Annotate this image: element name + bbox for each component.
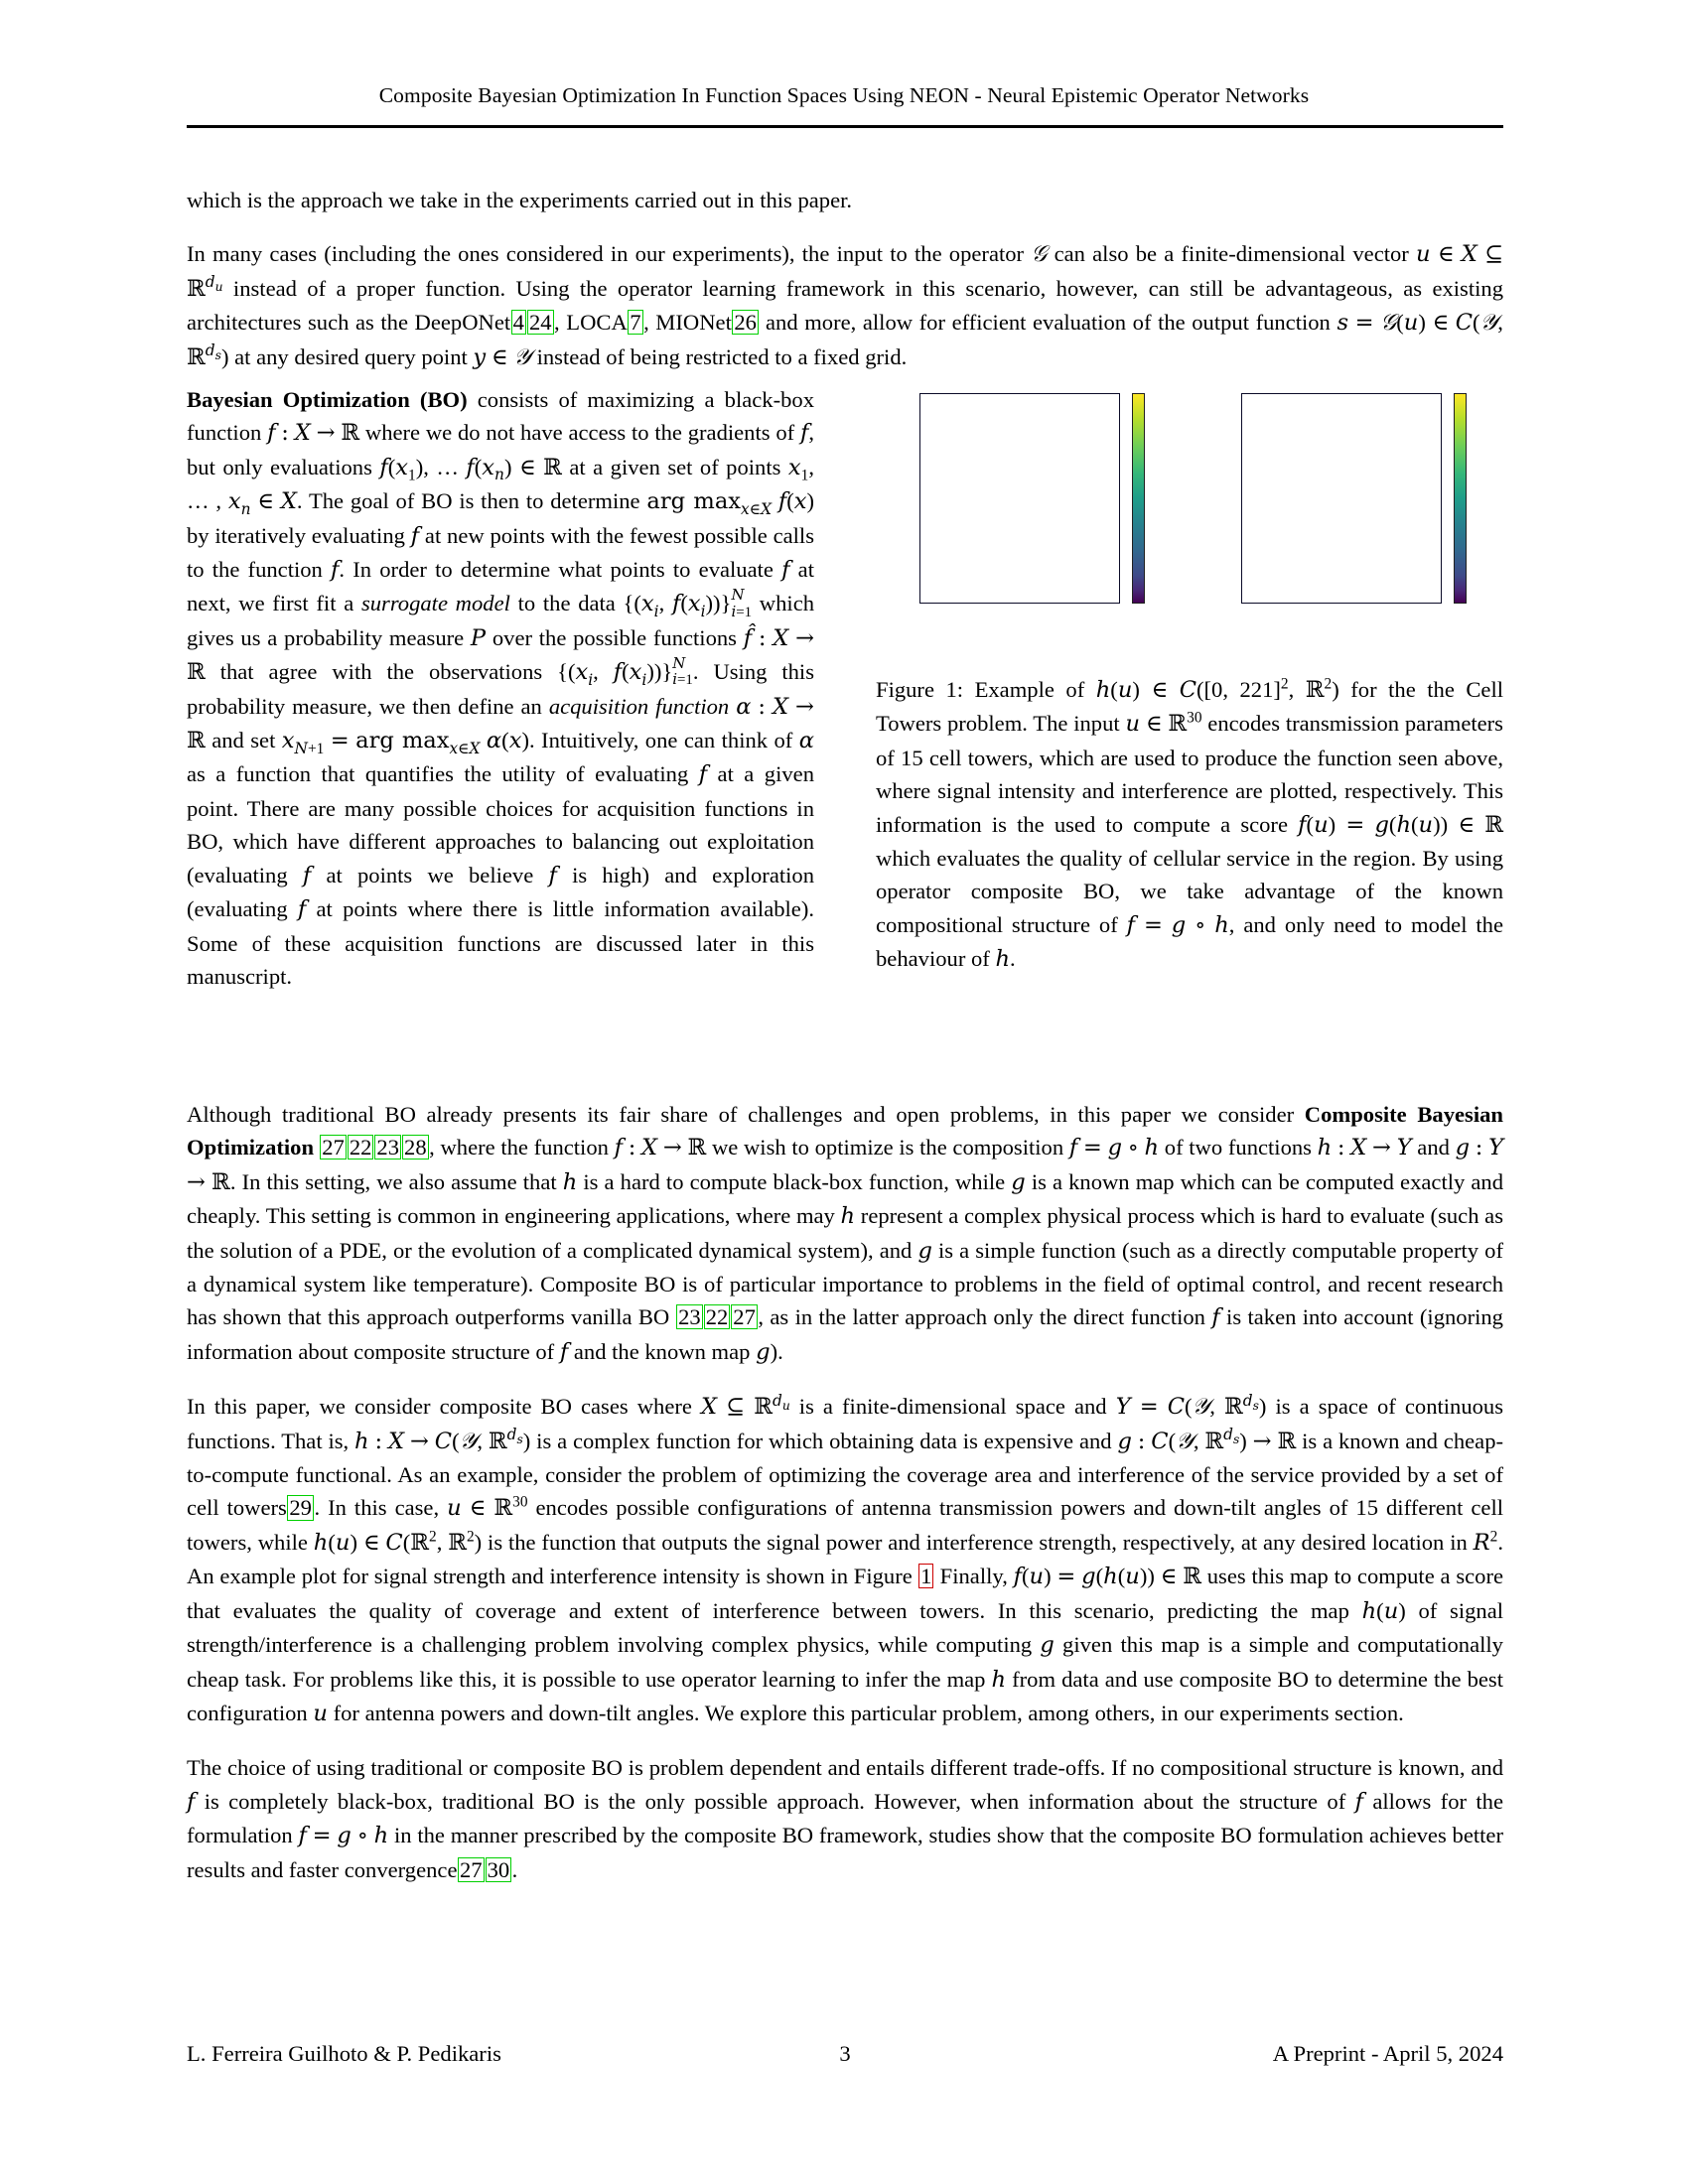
math-operator-G: 𝒢 bbox=[1031, 241, 1048, 268]
figure-reference-link[interactable]: 1 bbox=[920, 1564, 932, 1589]
plot1-colorbar-labels bbox=[1467, 393, 1526, 604]
page-footer bbox=[187, 2041, 1503, 2075]
surrogate-model-emph: surrogate model bbox=[360, 591, 510, 616]
lower-text-block bbox=[187, 1098, 1503, 1907]
citation-link[interactable]: 4 bbox=[512, 310, 524, 336]
paragraph-2: In many cases (including the ones considered in our experiments), the input to the operator 𝒢 can also be a finite-dimensional vector u ∈ X ⊆ ℝ$^{d_u}$ instead of a proper function. Using the operator learning framework in this scenario, however, can still be advantageous, as existing architectures such as the DeepONet 4 24 , LOCA 7 , MIONet 26 and more, allow for efficient evaluation of the output function s = 𝒢(u) ∈ C(𝒴, ℝ$^{d_s}$) at any desired query point y ∈ 𝒴 instead of being restricted to a fixed grid. bbox=[187, 241, 1504, 370]
bo-definition-column bbox=[187, 383, 814, 993]
top-text-block bbox=[187, 184, 1503, 395]
plot0-x-axis bbox=[919, 606, 1120, 631]
plot0-y-axis bbox=[876, 383, 915, 627]
citation-link[interactable]: 26 bbox=[734, 310, 757, 336]
citation-link[interactable]: 23 bbox=[376, 1135, 400, 1160]
citation-link[interactable]: 22 bbox=[705, 1304, 729, 1330]
citation-link[interactable]: 27 bbox=[322, 1135, 345, 1160]
paragraph-1: which is the approach we take in the experiments carried out in this paper. bbox=[187, 188, 853, 212]
plot-interference bbox=[1197, 383, 1503, 659]
citation-link[interactable]: 29 bbox=[289, 1495, 312, 1521]
plot0-heatmap bbox=[919, 393, 1120, 604]
footer-preprint-info: A Preprint - April 5, 2024 bbox=[1272, 2041, 1503, 2066]
plot0-colorbar bbox=[1132, 393, 1145, 604]
running-header: Composite Bayesian Optimization In Function Spaces Using NEON - Neural Epistemic Operator Networks bbox=[378, 83, 1310, 107]
two-column-region bbox=[187, 383, 1503, 1078]
plot1-heatmap bbox=[1241, 393, 1442, 604]
acquisition-function-emph: acquisition function bbox=[548, 693, 730, 719]
citation-link[interactable]: 27 bbox=[459, 1856, 483, 1882]
footer-authors: L. Ferreira Guilhoto & P. Pedikaris bbox=[187, 2041, 501, 2066]
plot1-x-axis bbox=[1241, 606, 1442, 631]
figure-1 bbox=[876, 383, 1503, 977]
plot1-y-axis bbox=[1197, 383, 1237, 627]
citation-link[interactable]: 28 bbox=[404, 1135, 427, 1160]
figure-caption: Figure 1: Example of h(u) ∈ C([0, 221]$^2$, ℝ$^2$) for the the Cell Towers problem. The input u ∈ ℝ$^{30}$ encodes transmission parameters of 15 cell towers, which are used to produce the function seen above, where signal intensity and interference are plotted, respectively. This information is the used to compute a score f(u) = g(h(u)) ∈ ℝ which evaluates the quality of cellular service in the region. By using operator composite BO, we take advantage of the known compositional structure of f = g ∘ h, and only need to model the behaviour of h. bbox=[876, 675, 1504, 973]
citation-link[interactable]: 22 bbox=[349, 1135, 372, 1160]
paragraph-5: The choice of using traditional or composite BO is problem dependent and entails different trade-offs. If no compositional structure is known, and f is completely black-box, traditional BO is the only possible approach. However, when information about the structure of f allows for the formulation f = g ∘ h in the manner prescribed by the composite BO framework, studies show that the composite BO formulation achieves better results and faster convergence 27 30 . bbox=[187, 1755, 1503, 1882]
bo-heading: Bayesian Optimization (BO) bbox=[187, 387, 468, 412]
citation-link[interactable]: 23 bbox=[678, 1304, 701, 1330]
citation-link[interactable]: 24 bbox=[528, 310, 552, 336]
composite-bo-term: Composite Bayesian Optimization bbox=[187, 1102, 1503, 1160]
paragraph-3: Although traditional BO already presents its fair share of challenges and open problems, in this paper we consider Composite Bayesian Optimization 27 22 23 28 , where the function f : X → ℝ we wish to optimize is the composition f = g ∘ h of two functions h : X → Y and g : Y → ℝ. In this setting, we also assume that h is a hard to compute black-box function, while g is a known map which can be computed exactly and cheaply. This setting is common in engineering applications, where may h represent a complex physical process which is hard to evaluate (such as the solution of a PDE, or the evolution of a complicated dynamical system), and g is a simple function (such as a directly computable property of a dynamical system like temperature). Composite BO is of particular importance to problems in the field of optimal control, and recent research has shown that this approach outperforms vanilla BO 23 22 27 , as in the latter approach only the direct function f is taken into account (ignoring information about composite structure of f and the known map g). bbox=[187, 1102, 1504, 1365]
header-rule bbox=[187, 125, 1503, 128]
figure-plots bbox=[876, 383, 1503, 659]
citation-link[interactable]: 27 bbox=[733, 1304, 756, 1330]
plot0-colorbar-labels bbox=[1145, 393, 1204, 604]
paragraph-4: In this paper, we consider composite BO cases where X ⊆ ℝ$^{d_u}$ is a finite-dimensional space and Y = C(𝒴, ℝ$^{d_s}$) is a space of continuous functions. That is, h : X → C(𝒴, ℝ$^{d_s}$) is a complex function for which obtaining data is expensive and g : C(𝒴, ℝ$^{d_s}$) → ℝ is a known and cheap-to-compute functional. As an example, consider the problem of optimizing the coverage area and interference of the service provided by a set of cell towers 29 . In this case, u ∈ ℝ$^{30}$ encodes possible configurations of antenna transmission powers and down-tilt angles of 15 different cell towers, while h(u) ∈ C(ℝ$^2$, ℝ$^2$) is the function that outputs the signal power and interference strength, respectively, at any desired location in $R^2$. An example plot for signal strength and interference intensity is shown in Figure 1 Finally, f(u) = g(h(u)) ∈ ℝ uses this map to compute a score that evaluates the quality of coverage and extent of interference between towers. In this scenario, predicting the map h(u) of signal strength/interference is a challenging problem involving complex physics, while computing g given this map is a simple and computationally cheap task. For problems like this, it is possible to use operator learning to infer the map h from data and use composite BO to determine the best configuration u for antenna powers and down-tilt angles. We explore this particular problem, among others, in our experiments section. bbox=[187, 1391, 1504, 1726]
plot-signal-intensity bbox=[876, 383, 1182, 659]
bo-paragraph: Bayesian Optimization (BO) consists of maximizing a black-box function f : X → ℝ where we do not have access to the gradients of f, but only evaluations $f(x_1)$, … $f(x_n)$ ∈ ℝ at a given set of points $x_1$, … , $x_n$ ∈ X. The goal of BO is then to determine arg $\max_{x\in X} f(x)$ by iteratively evaluating f at new points with the fewest possible calls to the function f. In order to determine what points to evaluate f at next, we first fit a surrogate model to the data {($x_i$, $f(x_i)$)} N i=1 which gives us a probability measure P over the possible functions f̂ : X → ℝ that agree with the observations {($x_i$, $f(x_i)$)} N i=1 . Using this probability measure, we then define an acquisition function α : X → ℝ and set $x_{N+1}$ = arg $\max_{x\in X} \alpha(x)$. Intuitively, one can think of α as a function that quantifies the utility of evaluating f at a given point. There are many possible choices for acquisition functions in BO, which have different approaches to balancing out exploitation (evaluating f at points we believe f is high) and exploration (evaluating f at points where there is little information available). Some of these acquisition functions are discussed later in this manuscript. bbox=[187, 387, 815, 989]
citation-link[interactable]: 7 bbox=[630, 310, 641, 336]
citation-link[interactable]: 30 bbox=[487, 1856, 510, 1882]
math-u-in-X: u bbox=[1416, 241, 1431, 268]
plot1-colorbar bbox=[1454, 393, 1467, 604]
footer-page-number: 3 bbox=[839, 2041, 851, 2066]
